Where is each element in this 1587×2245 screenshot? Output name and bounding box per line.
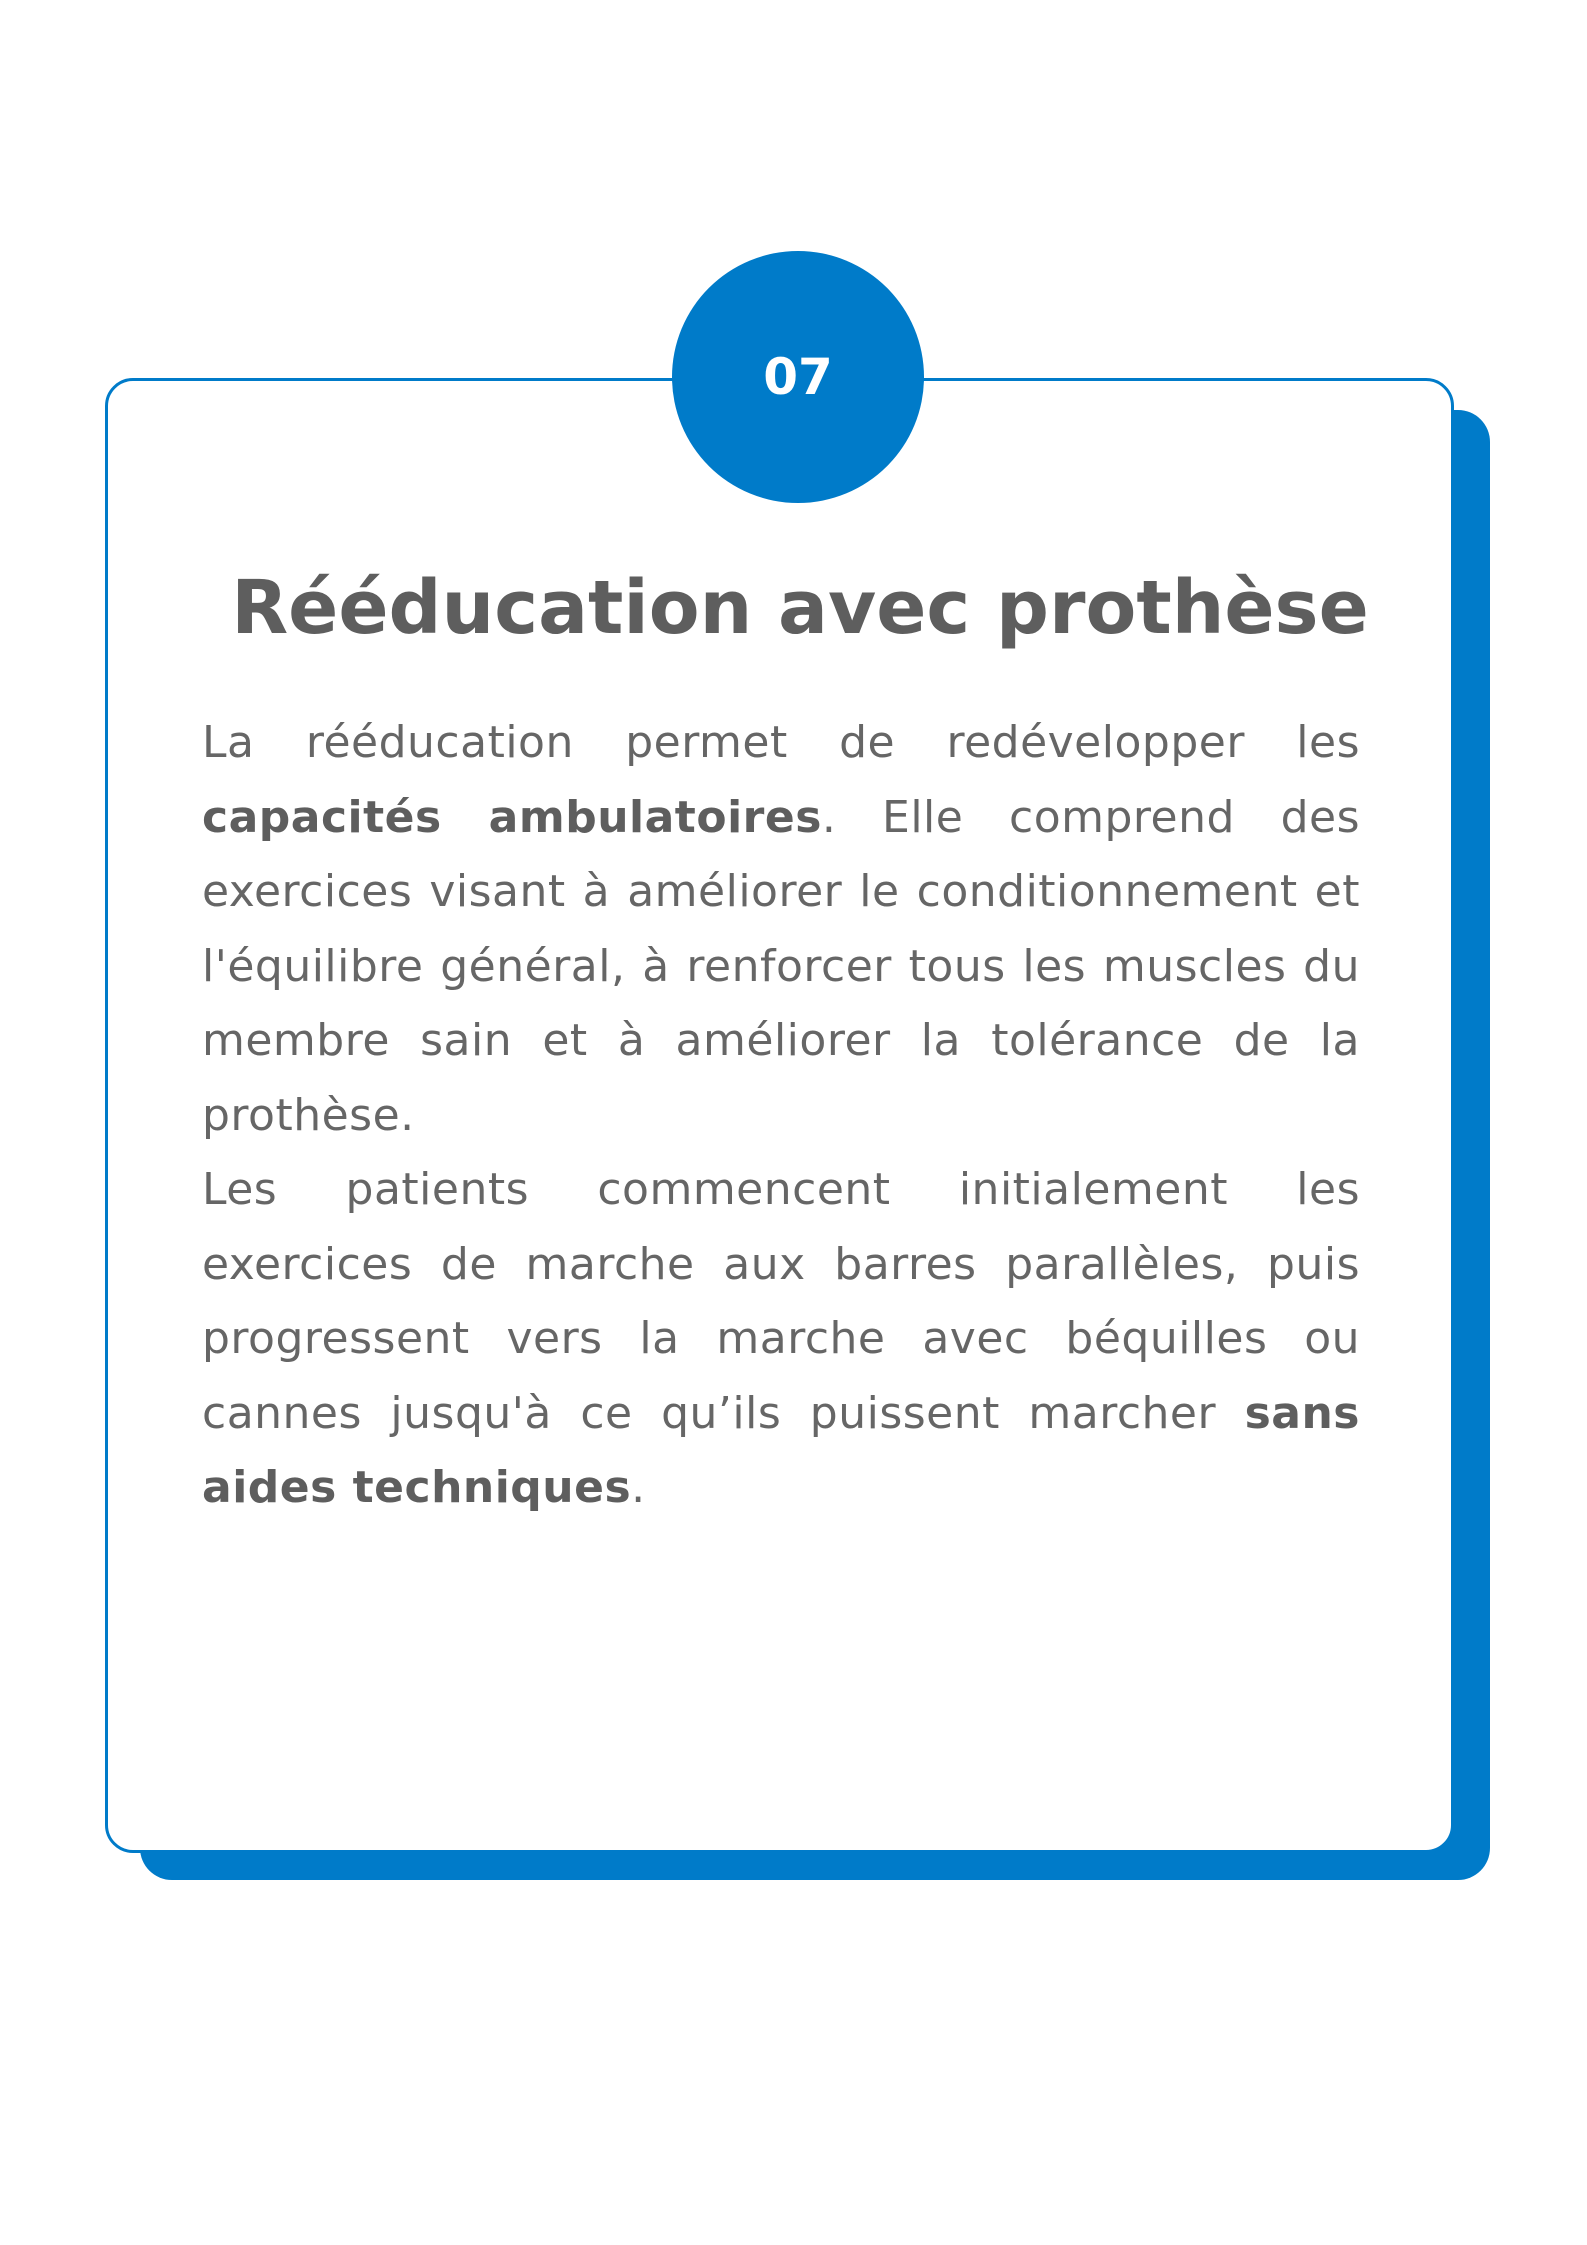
body-paragraph-1 xyxy=(202,706,1360,1153)
paragraph-1-text-b: . Elle comprend des exercices visant à améliorer le conditionnement et l'équilibre général, à renforcer tous les muscles du membre sain et à améliorer la tolérance de la prothèse. xyxy=(202,791,1360,1141)
step-number-badge xyxy=(672,251,924,503)
paragraph-2-bold: sans aides techniques xyxy=(202,1387,1360,1513)
card-title: Rééducation avec prothèse xyxy=(231,565,1369,651)
step-number: 07 xyxy=(763,348,833,406)
paragraph-1-bold: capacités ambulatoires xyxy=(202,791,822,843)
paragraph-2-text-b: . xyxy=(631,1462,646,1513)
card-body xyxy=(202,706,1360,1526)
body-paragraph-2 xyxy=(202,1153,1360,1526)
paragraph-1-text-a: La rééducation permet de redévelopper les xyxy=(202,717,1360,768)
paragraph-2-text-a: Les patients commencent initialement les exercices de marche aux barres parallèles, puis progressent vers la marche avec béquilles ou cannes jusqu'à ce qu’ils puissent marcher xyxy=(202,1164,1360,1439)
